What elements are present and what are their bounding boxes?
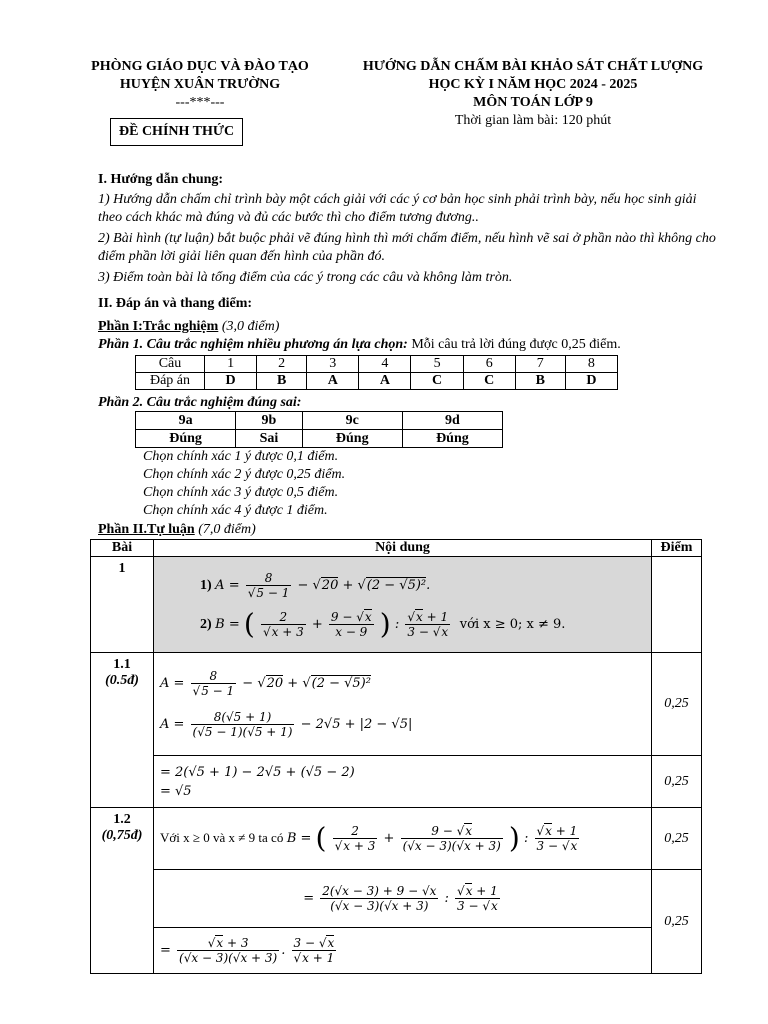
- tf-a: Sai: [236, 430, 303, 448]
- time-limit: Thời gian làm bài: 120 phút: [454, 113, 612, 128]
- part1-1-heading: [98, 336, 621, 354]
- header-left: [70, 58, 330, 112]
- row1-points: [652, 557, 702, 653]
- row11-num: 1.1: [113, 657, 131, 672]
- header-separator: ---***---: [175, 95, 225, 110]
- guide-p2: 2) Bài hình (tự luận) bắt buộc phải vẽ đúng hình thì mới chấm điểm, nếu hình vẽ sai ở phần nào thì không cho điểm phần lời giải liên quan đến hình của phần đó.: [98, 231, 716, 264]
- tf-q: 9c: [302, 412, 402, 430]
- condition: với x ≥ 0; x ≠ 9.: [459, 616, 566, 632]
- tf-a: Đúng: [302, 430, 402, 448]
- school-year: HỌC KỲ I NĂM HỌC 2024 - 2025: [428, 77, 638, 92]
- row12-content-3: [154, 928, 652, 974]
- mc-answer-table: [135, 355, 618, 390]
- mc-a: A: [359, 373, 411, 390]
- problem-1: [200, 571, 647, 600]
- mc-q: 3: [307, 356, 359, 373]
- mc-row1-label: Câu: [136, 356, 205, 373]
- col-header-bai: Bài: [91, 540, 154, 557]
- part2-heading: [98, 521, 256, 539]
- section1-title: I. Hướng dẫn chung:: [98, 172, 224, 187]
- mc-a: B: [515, 373, 565, 390]
- step-3: = $\frac{√x + 3}{(√x - 3)(√x + 3)}$ . $\frac{3 - √x}{√x + 1}$: [160, 936, 335, 965]
- mc-a: C: [411, 373, 463, 390]
- essay-table: [90, 539, 702, 974]
- formula-a: A = $\frac{8}{√5 - 1}$ − √20 + √(2 − √5)².: [215, 570, 431, 600]
- mc-a: C: [463, 373, 515, 390]
- col-header-points: Điểm: [652, 540, 702, 557]
- guide-p3: 3) Điểm toàn bài là tổng điểm của các ý trong các câu và không làm tròn.: [98, 270, 513, 285]
- mc-q: 6: [463, 356, 515, 373]
- mc-q: 8: [565, 356, 617, 373]
- mc-q: 7: [515, 356, 565, 373]
- step-4: = √5: [160, 783, 192, 799]
- guide-p1: 1) Hướng dẫn chấm chỉ trình bày một cách giải với các ý cơ bản học sinh phải trình bày, nếu học sinh giải theo cách khác mà đúng và đủ các bước thì cho điểm tương đương..: [98, 192, 697, 225]
- row1-content: [154, 557, 652, 653]
- tf-answer-table: [135, 411, 503, 448]
- mc-a: D: [565, 373, 617, 390]
- part1-1-rule: Mỗi câu trả lời đúng được 0,25 điểm.: [411, 337, 621, 352]
- row12-content-2: [154, 870, 652, 928]
- row11-bai: [91, 653, 154, 808]
- step-1: B = ( $\frac{2}{√x + 3}$ + $\frac{9 - √x}{(√x - 3)(√x + 3)}$ ) : $\frac{√x + 1}{3 - √x}$: [286, 821, 578, 855]
- formula-b: B = ( $\frac{2}{√x + 3}$ + $\frac{9 - √x}{x - 9}$ ) : $\frac{√x + 1}{3 - √x}$: [215, 607, 449, 640]
- tf-rules: [143, 448, 345, 520]
- row11-pts1: 0,25: [652, 653, 702, 756]
- step-3: = 2(√5 + 1) − 2√5 + (√5 − 2): [160, 764, 355, 780]
- part1-points: (3,0 điểm): [221, 319, 280, 334]
- part1-2-label: Phần 2. Câu trắc nghiệm đúng sai:: [98, 395, 302, 410]
- part1-label: Phần I:Trắc nghiệm: [98, 319, 219, 334]
- tf-rule: Chọn chính xác 3 ý được 0,5 điểm.: [143, 485, 339, 500]
- row11-pts-label: (0.5đ): [105, 673, 139, 688]
- row11-content-1: [154, 653, 652, 756]
- row11-content-2: [154, 756, 652, 808]
- tf-rule: Chọn chính xác 2 ý được 0,25 điểm.: [143, 467, 346, 482]
- mc-a: B: [257, 373, 307, 390]
- mc-a: A: [307, 373, 359, 390]
- tf-q: 9b: [236, 412, 303, 430]
- tf-q: 9a: [136, 412, 236, 430]
- tf-q: 9d: [402, 412, 502, 430]
- tf-a: Đúng: [402, 430, 502, 448]
- header-right: [338, 58, 728, 130]
- subject: MÔN TOÁN LỚP 9: [473, 95, 593, 110]
- mc-row2-label: Đáp án: [136, 373, 205, 390]
- official-badge: ĐỀ CHÍNH THỨC: [110, 118, 243, 146]
- part2-label: Phần II.Tự luận: [98, 522, 195, 537]
- row1-bai: 1: [91, 557, 154, 653]
- row12-pts-label: (0,75đ): [101, 828, 143, 843]
- row11-pts2: 0,25: [652, 756, 702, 808]
- col-header-content: Nội dung: [154, 540, 652, 557]
- district-name: HUYỆN XUÂN TRƯỜNG: [119, 77, 281, 92]
- row12-pts2: 0,25: [652, 870, 702, 974]
- row12-bai: [91, 808, 154, 974]
- part1-1-label: Phần 1. Câu trắc nghiệm nhiều phương án lựa chọn:: [98, 337, 408, 352]
- mc-q: 1: [205, 356, 257, 373]
- step-2: = $\frac{2(√x - 3) + 9 - √x}{(√x - 3)(√x + 3)}$ : $\frac{√x + 1}{3 - √x}$: [303, 884, 498, 913]
- row12-pts1: 0,25: [652, 808, 702, 870]
- section2-title: II. Đáp án và thang điểm:: [98, 296, 253, 311]
- row12-cond: Với x ≥ 0 và x ≠ 9 ta có: [160, 830, 284, 845]
- part1-heading: [98, 318, 279, 336]
- part2-points: (7,0 điểm): [198, 522, 256, 537]
- tf-rule: Chọn chính xác 1 ý được 0,1 điểm.: [143, 449, 339, 464]
- item-num: 2): [200, 616, 212, 632]
- mc-q: 4: [359, 356, 411, 373]
- mc-q: 5: [411, 356, 463, 373]
- step-2: A = $\frac{8(√5 + 1)}{(√5 - 1)(√5 + 1)}$ − 2√5 + |2 − √5|: [160, 710, 413, 739]
- step-1: A = $\frac{8}{√5 - 1}$ − √20 + √(2 − √5)²: [160, 669, 371, 698]
- tf-rule: Chọn chính xác 4 ý được 1 điểm.: [143, 503, 328, 518]
- problem-2: [200, 607, 647, 640]
- tf-a: Đúng: [136, 430, 236, 448]
- mc-q: 2: [257, 356, 307, 373]
- doc-title: HƯỚNG DẪN CHẤM BÀI KHẢO SÁT CHẤT LƯỢNG: [362, 59, 704, 74]
- item-num: 1): [200, 577, 212, 593]
- dept-name: PHÒNG GIÁO DỤC VÀ ĐÀO TẠO: [91, 59, 309, 74]
- mc-a: D: [205, 373, 257, 390]
- row12-num: 1.2: [113, 812, 131, 827]
- row12-content-1: [154, 808, 652, 870]
